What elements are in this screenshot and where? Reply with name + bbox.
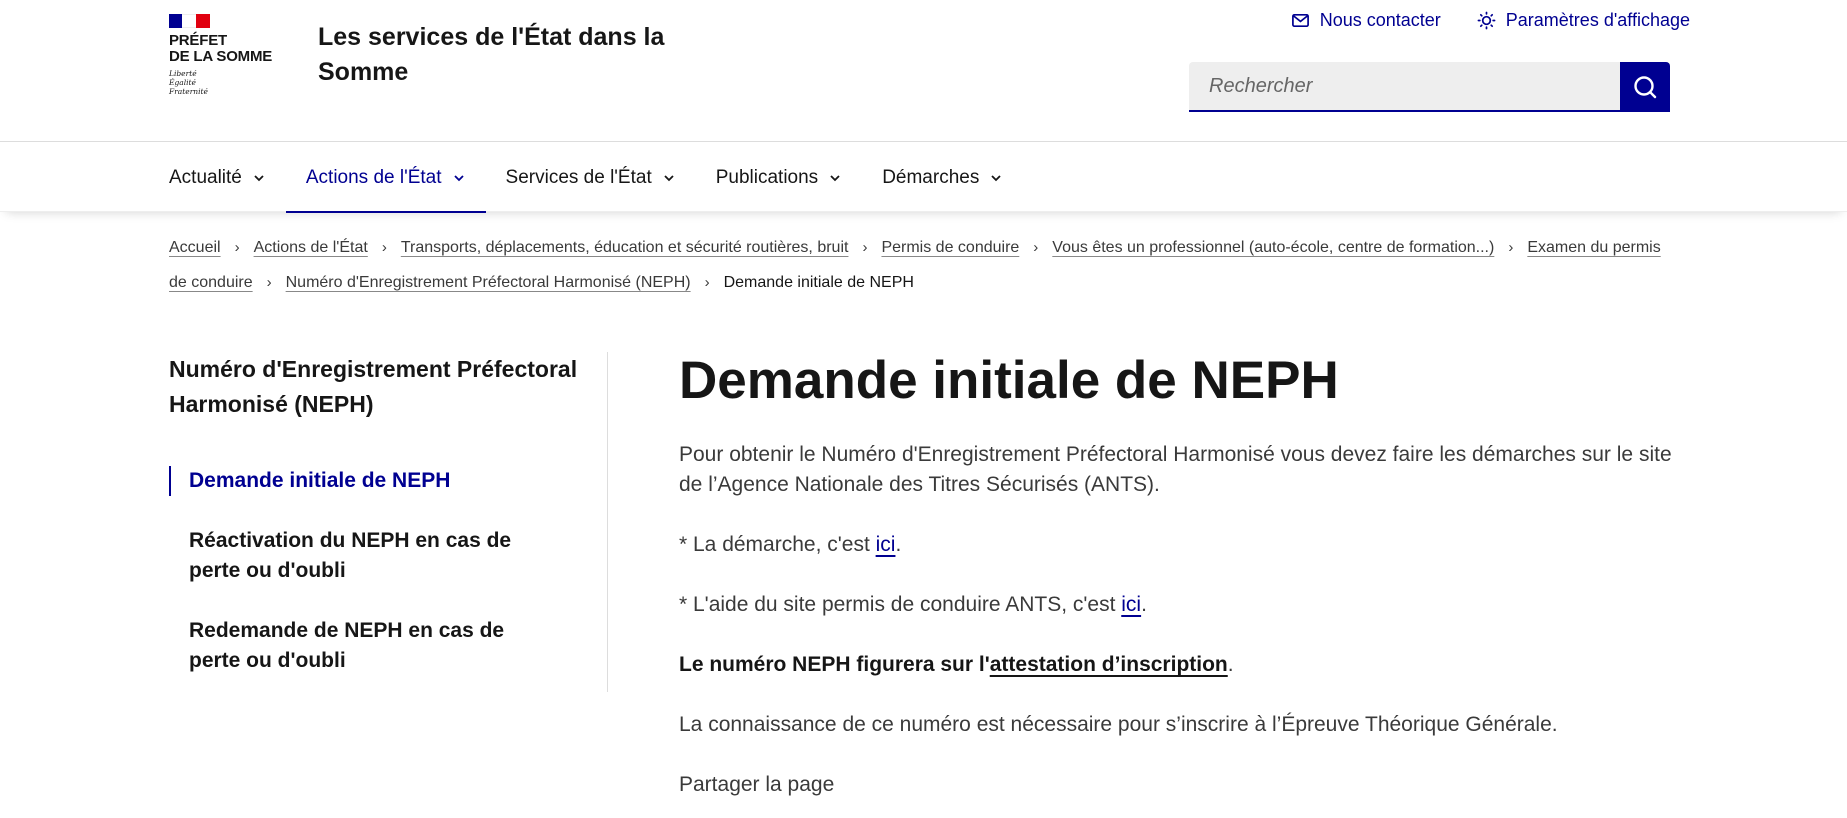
neph-bold-text: Le numéro NEPH figurera sur l' (679, 653, 990, 676)
site-title[interactable]: Les services de l'État dans la Somme (318, 23, 665, 86)
mail-icon (1291, 11, 1310, 30)
display-settings-label: Paramètres d'affichage (1505, 10, 1690, 30)
neph-paragraph (679, 650, 1679, 680)
chevron-right-icon: › (266, 274, 272, 291)
display-settings-link[interactable] (1477, 10, 1690, 31)
nav-item-label: Publications (715, 166, 819, 188)
breadcrumb-link[interactable]: Numéro d'Enregistrement Préfectoral Harmonisé (NEPH) (285, 274, 691, 291)
procedure-paragraph (679, 530, 1679, 560)
breadcrumb-link[interactable]: Vous êtes un professionnel (auto-école, centre de formation...) (1052, 239, 1495, 256)
header-quick-links (1291, 10, 1690, 31)
attestation-link[interactable]: attestation d’inscription (989, 653, 1228, 676)
prefecture-logo[interactable] (169, 14, 289, 96)
chevron-right-icon: › (862, 239, 868, 256)
side-menu-title: Numéro d'Enregistrement Préfectoral Harmonisé (NEPH) (169, 356, 578, 417)
chevron-down-icon (662, 171, 676, 185)
logo-motto: Liberté Égalité Fraternité (169, 69, 208, 96)
search-input[interactable] (1189, 62, 1620, 112)
intro-paragraph: Pour obtenir le Numéro d'Enregistrement Préfectoral Harmonisé vous devez faire les démarches sur le site de l’Agence Nationale des Titres Sécurisés (ANTS). (679, 443, 1672, 496)
chevron-right-icon: › (1033, 239, 1039, 256)
nav-item-publications[interactable] (696, 143, 862, 212)
help-link[interactable]: ici (1121, 593, 1142, 616)
contact-link[interactable] (1291, 10, 1441, 31)
nav-item-label: Actualité (169, 166, 242, 188)
breadcrumb-link[interactable]: Actions de l'État (253, 239, 368, 256)
nav-item-services-etat[interactable] (486, 143, 696, 212)
logo-title: PRÉFET DE LA SOMME (169, 32, 273, 65)
chevron-right-icon: › (704, 274, 710, 291)
breadcrumb (169, 230, 1679, 300)
sun-icon (1477, 11, 1496, 30)
help-suffix: . (1141, 593, 1147, 616)
nav-item-label: Actions de l'État (305, 166, 442, 188)
procedure-text: * La démarche, c'est (679, 533, 876, 556)
chevron-right-icon: › (1508, 239, 1514, 256)
nav-item-label: Services de l'État (505, 166, 652, 188)
side-menu-item-reactivation[interactable]: Réactivation du NEPH en cas de perte ou d'oubli (189, 529, 512, 582)
share-heading: Partager la page (679, 773, 835, 796)
search-bar (1189, 62, 1670, 112)
procedure-suffix: . (895, 533, 902, 556)
main-content (679, 348, 1679, 800)
chevron-down-icon (828, 171, 842, 185)
nav-item-actualite[interactable] (149, 143, 286, 212)
french-flag-icon (169, 14, 210, 28)
breadcrumb-link[interactable]: Accueil (169, 239, 221, 256)
search-button[interactable] (1620, 62, 1670, 112)
help-paragraph (679, 590, 1679, 620)
help-text: * L'aide du site permis de conduire ANTS, c'est (679, 593, 1122, 616)
nav-item-demarches[interactable] (862, 143, 1023, 212)
chevron-down-icon (989, 171, 1003, 185)
breadcrumb-link[interactable]: Transports, déplacements, éducation et sécurité routières, bruit (400, 239, 849, 256)
breadcrumb-link[interactable]: Examen du permis de conduire (169, 239, 1661, 291)
side-menu-item-redemande[interactable]: Redemande de NEPH en cas de perte ou d'oubli (189, 619, 505, 672)
nav-item-label: Démarches (882, 166, 980, 188)
neph-suffix: . (1227, 653, 1234, 676)
side-menu-item-demande-initiale[interactable]: Demande initiale de NEPH (169, 466, 559, 496)
main-navigation (0, 143, 1847, 212)
side-menu (169, 352, 608, 692)
breadcrumb-current: Demande initiale de NEPH (723, 274, 914, 291)
nav-item-actions-etat[interactable] (286, 143, 486, 212)
chevron-right-icon: › (234, 239, 240, 256)
chevron-down-icon (452, 171, 466, 185)
procedure-link[interactable]: ici (875, 533, 896, 556)
knowledge-paragraph: La connaissance de ce numéro est nécessaire pour s’inscrire à l’Épreuve Théorique Générale. (679, 713, 1558, 736)
page-title: Demande initiale de NEPH (679, 351, 1339, 410)
chevron-down-icon (252, 171, 266, 185)
site-header (0, 0, 1847, 142)
search-icon (1632, 74, 1658, 100)
chevron-right-icon: › (381, 239, 387, 256)
contact-link-label: Nous contacter (1319, 10, 1441, 30)
breadcrumb-link[interactable]: Permis de conduire (881, 239, 1020, 256)
